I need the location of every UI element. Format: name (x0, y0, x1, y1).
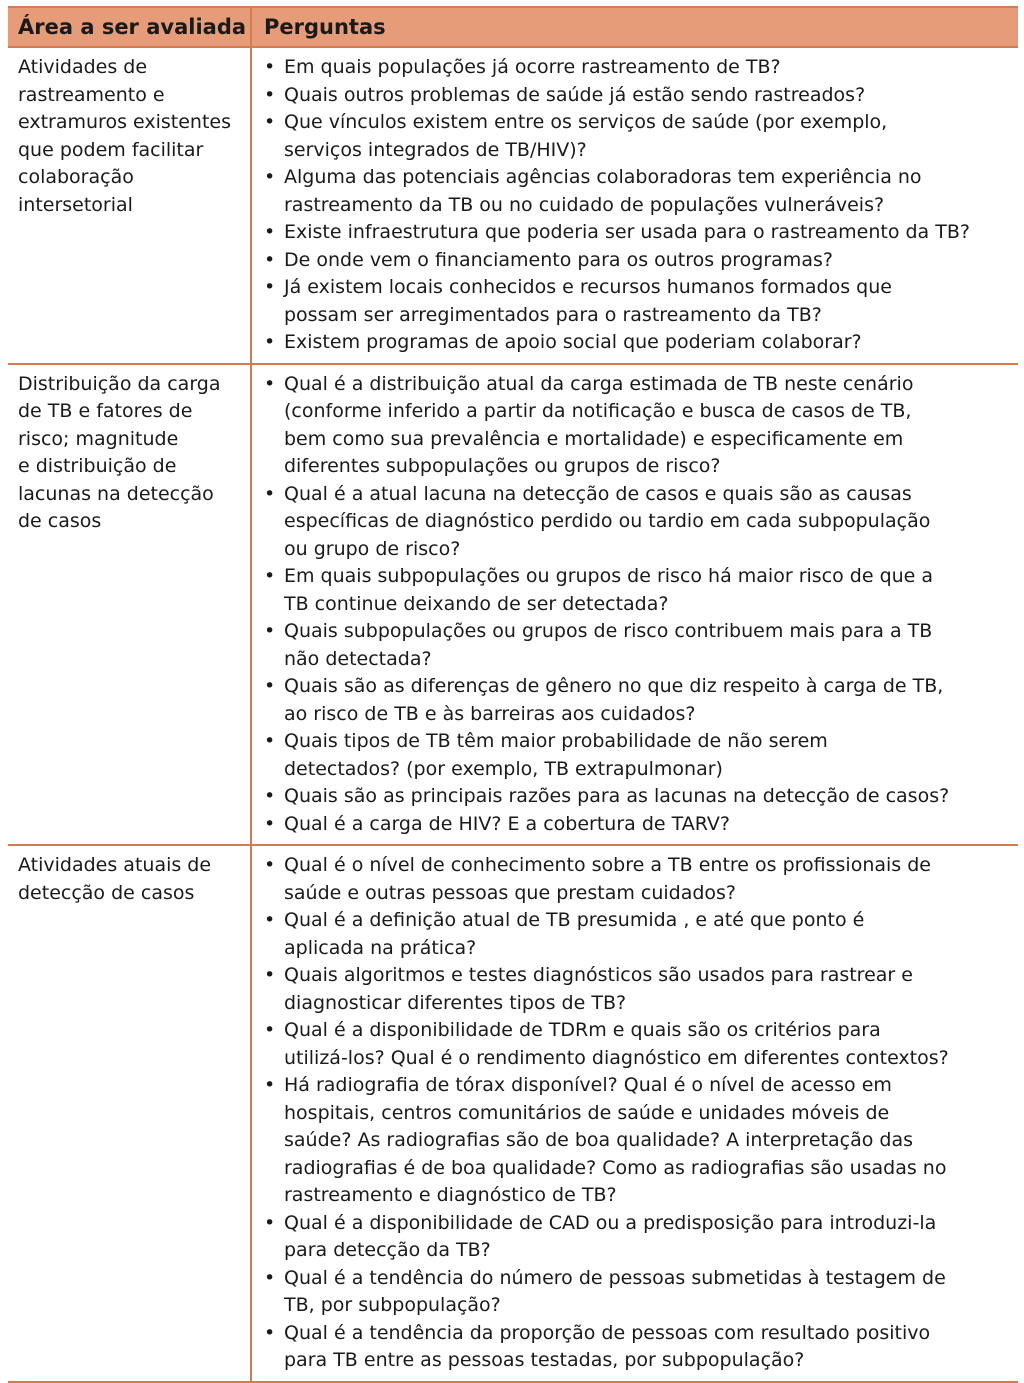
bullet-icon: • (264, 1211, 276, 1234)
bullet-icon: • (264, 854, 276, 876)
area-cell: Atividades de rastreamento e extramuros existentes que podem facilitar colaboração intersetorial (8, 48, 252, 363)
bullet-icon: • (264, 565, 276, 587)
bullet-icon: • (264, 812, 276, 835)
bullet-icon: • (264, 1019, 276, 1041)
header-area-column: Área a ser avaliada (8, 8, 252, 46)
bullet-icon: • (264, 56, 276, 78)
question-list (264, 54, 1010, 357)
question-text: Qual é o nível de conhecimento sobre a TB entre os profissionais de saúde e outras pessoas que prestam cuidados? (284, 854, 931, 904)
bullet-icon: • (264, 166, 276, 188)
question-item (264, 371, 1010, 481)
question-item (264, 164, 1010, 219)
question-text: Quais são as diferenças de gênero no que diz respeito à carga de TB, ao risco de TB e às barreiras aos cuidados? (284, 675, 944, 725)
question-item (264, 481, 1010, 564)
questions-cell (252, 365, 1018, 845)
question-item (264, 1072, 1010, 1210)
bullet-icon: • (264, 675, 276, 697)
question-item (264, 82, 1010, 110)
question-text: Qual é a carga de HIV? E a cobertura de TARV? (284, 812, 730, 835)
table-header (8, 8, 1018, 48)
question-list (264, 852, 1010, 1375)
question-text: Quais tipos de TB têm maior probabilidade de não serem detectados? (por exemplo, TB extrapulmonar) (284, 730, 828, 780)
question-text: Qual é a distribuição atual da carga estimada de TB neste cenário (conforme inferido a partir da notificação e busca de casos de TB, bem como sua prevalência e mortalidade) e especificamente em diferentes subpopulações ou grupos de risco? (284, 372, 914, 477)
question-text: Quais outros problemas de saúde já estão sendo rastreados? (284, 83, 866, 106)
question-item (264, 811, 1010, 839)
bullet-icon: • (264, 909, 276, 931)
questions-cell (252, 48, 1018, 363)
question-text: Existe infraestrutura que poderia ser usada para o rastreamento da TB? (284, 221, 970, 243)
questions-cell (252, 846, 1018, 1381)
bullet-icon: • (264, 482, 276, 505)
question-item (264, 274, 1010, 329)
bullet-icon: • (264, 331, 276, 353)
question-item (264, 962, 1010, 1017)
bullet-icon: • (264, 620, 276, 642)
area-cell: Distribuição da carga de TB e fatores de risco; magnitude e distribuição de lacunas na detecção de casos (8, 365, 252, 845)
table-row (8, 846, 1018, 1383)
question-item (264, 673, 1010, 728)
question-text: Qual é a disponibilidade de CAD ou a predisposição para introduzi-la para detecção da TB? (284, 1211, 937, 1261)
table-row (8, 365, 1018, 847)
question-item (264, 1017, 1010, 1072)
question-text: Alguma das potenciais agências colaboradoras tem experiência no rastreamento da TB ou no cuidado de populações vulneráveis? (284, 166, 922, 216)
question-text: Qual é a atual lacuna na detecção de casos e quais são as causas específicas de diagnóstico perdido ou tardio em cada subpopulação ou grupo de risco? (284, 482, 931, 560)
question-text: Existem programas de apoio social que poderiam colaborar? (284, 331, 862, 353)
question-item (264, 852, 1010, 907)
question-text: Qual é a tendência do número de pessoas submetidas à testagem de TB, por subpopulação? (284, 1266, 946, 1316)
area-cell: Atividades atuais de detecção de casos (8, 846, 252, 1381)
question-text: De onde vem o financiamento para os outros programas? (284, 248, 833, 271)
bullet-icon: • (264, 1266, 276, 1289)
question-text: Que vínculos existem entre os serviços de saúde (por exemplo, serviços integrados de TB/HIV)? (284, 111, 888, 161)
question-item (264, 54, 1010, 82)
bullet-icon: • (264, 111, 276, 133)
question-text: Há radiografia de tórax disponível? Qual é o nível de acesso em hospitais, centros comunitários de saúde e unidades móveis de saúde? As radiografias são de boa qualidade? A interpretação das radiografias é de boa qualidade? Como as radiografias são usadas no rastreamento e diagnóstico de TB? (284, 1074, 947, 1206)
bullet-icon: • (264, 276, 276, 298)
question-text: Em quais subpopulações ou grupos de risco há maior risco de que a TB continue deixando de ser detectada? (284, 565, 934, 615)
question-text: Quais algoritmos e testes diagnósticos são usados para rastrear e diagnosticar diferentes tipos de TB? (284, 964, 913, 1014)
question-list (264, 371, 1010, 839)
question-item (264, 219, 1010, 247)
bullet-icon: • (264, 83, 276, 106)
question-item (264, 329, 1010, 357)
bullet-icon: • (264, 221, 276, 243)
question-item (264, 618, 1010, 673)
question-text: Quais são as principais razões para as lacunas na detecção de casos? (284, 785, 950, 807)
bullet-icon: • (264, 248, 276, 271)
question-text: Já existem locais conhecidos e recursos humanos formados que possam ser arregimentados para o rastreamento da TB? (284, 276, 892, 326)
question-item (264, 728, 1010, 783)
header-questions-column: Perguntas (264, 15, 386, 39)
question-text: Qual é a disponibilidade de TDRm e quais são os critérios para utilizá-los? Qual é o rendimento diagnóstico em diferentes contextos? (284, 1019, 949, 1069)
bullet-icon: • (264, 1321, 276, 1344)
question-text: Quais subpopulações ou grupos de risco contribuem mais para a TB não detectada? (284, 620, 933, 670)
question-item (264, 783, 1010, 811)
bullet-icon: • (264, 730, 276, 752)
question-item (264, 1265, 1010, 1320)
question-item (264, 563, 1010, 618)
question-item (264, 109, 1010, 164)
assessment-table (8, 6, 1018, 1383)
bullet-icon: • (264, 785, 276, 807)
question-item (264, 1320, 1010, 1375)
bullet-icon: • (264, 1074, 276, 1096)
question-text: Qual é a definição atual de TB presumida , e até que ponto é aplicada na prática? (284, 909, 865, 959)
question-item (264, 907, 1010, 962)
question-item (264, 1210, 1010, 1265)
table-body (8, 48, 1018, 1383)
table-row (8, 48, 1018, 365)
bullet-icon: • (264, 372, 276, 395)
question-item (264, 247, 1010, 275)
question-text: Em quais populações já ocorre rastreamento de TB? (284, 56, 781, 78)
bullet-icon: • (264, 964, 276, 986)
question-text: Qual é a tendência da proporção de pessoas com resultado positivo para TB entre as pessoas testadas, por subpopulação? (284, 1321, 931, 1371)
